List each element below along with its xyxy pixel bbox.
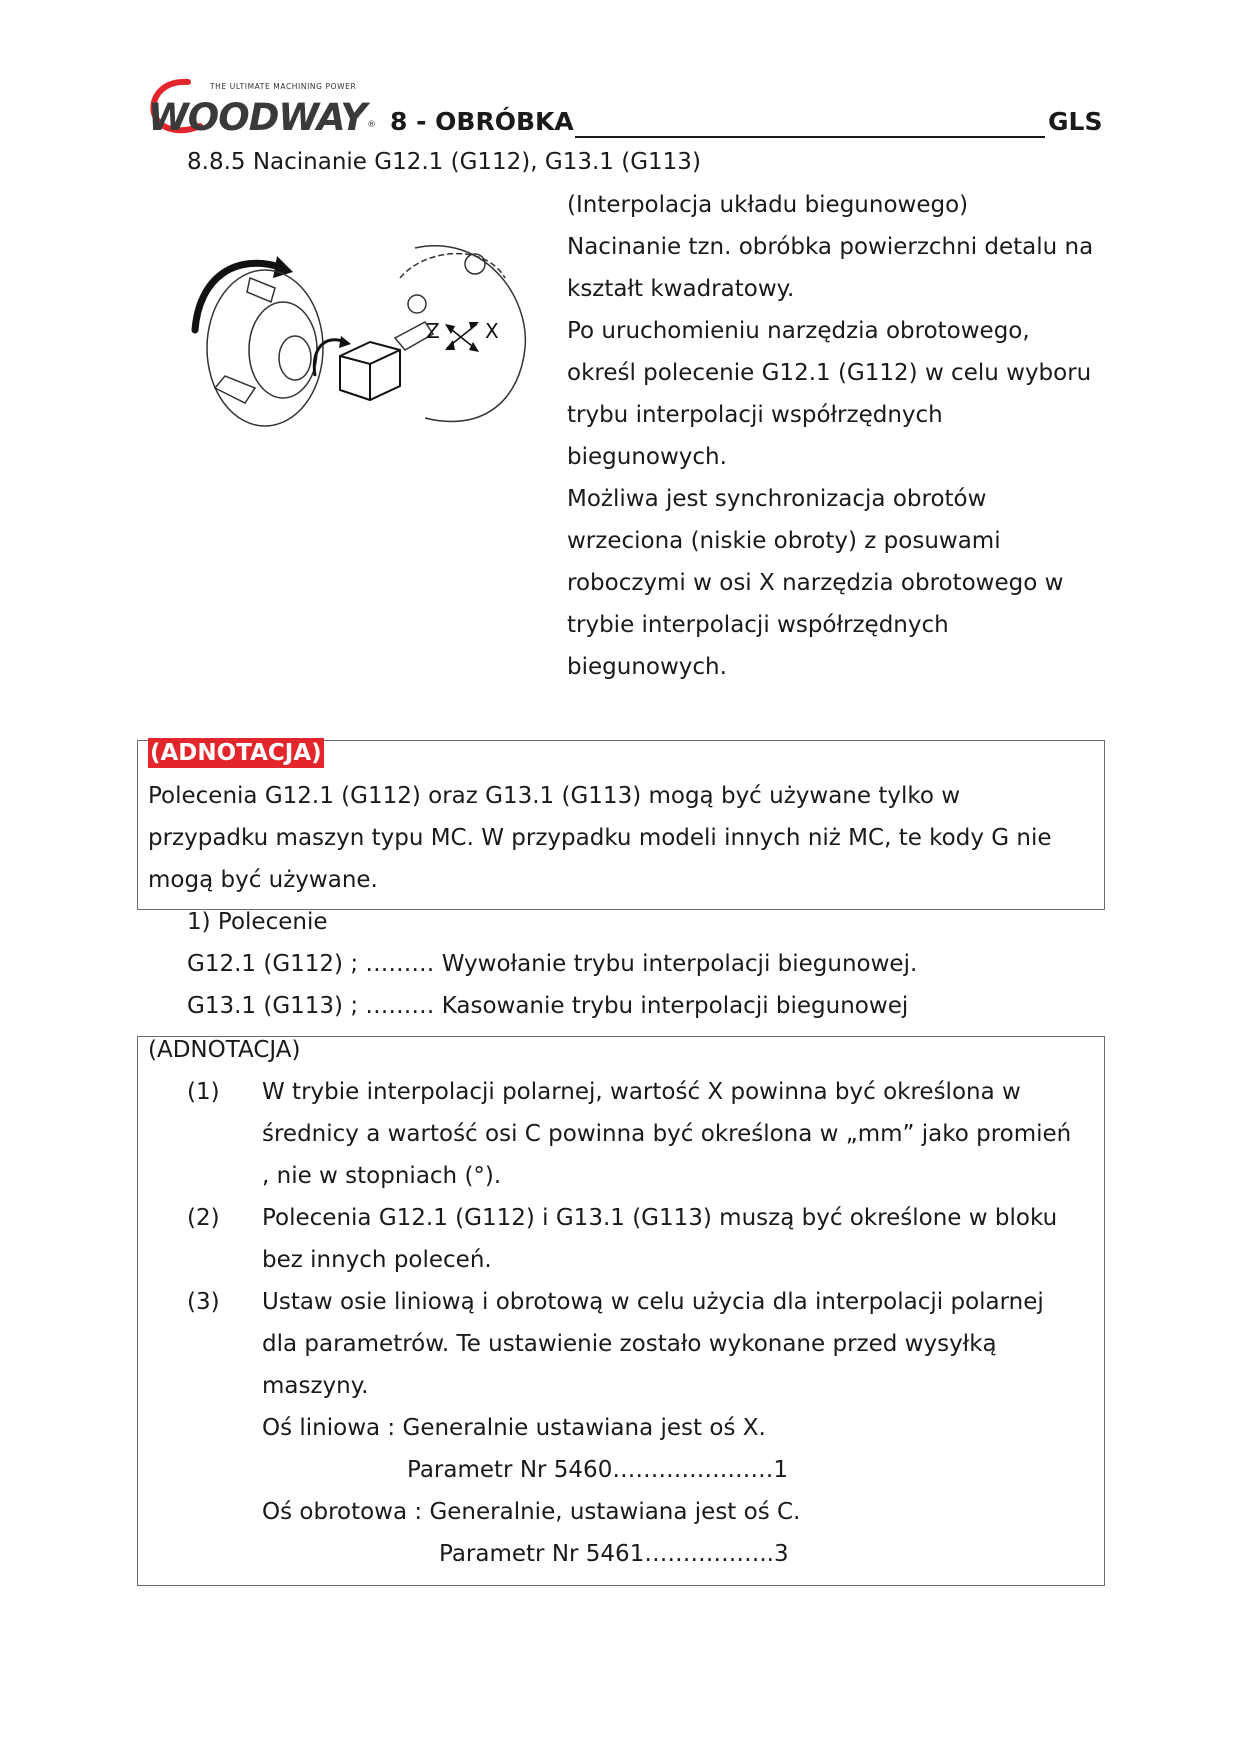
command-line-g12: G12.1 (G112) ; ……… Wywołanie trybu interpolacji biegunowej. xyxy=(187,951,918,977)
intro-line: Nacinanie tzn. obróbka powierzchni detalu na xyxy=(567,234,1094,260)
note-label: (ADNOTACJA) xyxy=(148,1037,301,1063)
rotation-arrow-icon xyxy=(195,263,283,330)
intro-line: określ polecenie G12.1 (G112) w celu wyboru xyxy=(567,360,1092,386)
note-line: Polecenia G12.1 (G112) oraz G13.1 (G113) mogą być używane tylko w xyxy=(148,783,961,809)
intro-line: biegunowych. xyxy=(567,444,727,470)
axis-x-label: X xyxy=(485,319,499,343)
linear-axis-line: Oś liniowa : Generalnie ustawiana jest oś X. xyxy=(262,1415,766,1441)
logo-wordmark: WOODWAY xyxy=(148,96,367,139)
note-item-line: Ustaw osie liniową i obrotową w celu użycia dla interpolacji polarnej xyxy=(262,1289,1044,1315)
note-line: przypadku maszyn typu MC. W przypadku modeli innych niż MC, te kody G nie xyxy=(148,825,1052,851)
header-rule xyxy=(575,136,1045,138)
note-item-number: (1) xyxy=(187,1079,220,1105)
note-item-line: W trybie interpolacji polarnej, wartość X powinna być określona w xyxy=(262,1079,1021,1105)
model-name: GLS xyxy=(1048,107,1103,136)
logo-tagline: THE ULTIMATE MACHINING POWER xyxy=(210,82,357,91)
section-title: 8.8.5 Nacinanie G12.1 (G112), G13.1 (G113) xyxy=(187,149,701,175)
intro-line: (Interpolacja układu biegunowego) xyxy=(567,192,969,218)
intro-line: biegunowych. xyxy=(567,654,727,680)
note-label-highlighted: (ADNOTACJA) xyxy=(150,740,322,766)
intro-line: trybie interpolacji współrzędnych xyxy=(567,612,949,638)
note-item-number: (2) xyxy=(187,1205,220,1231)
polar-interpolation-figure xyxy=(185,238,540,438)
note-item-line: maszyny. xyxy=(262,1373,369,1399)
note-item-line: bez innych poleceń. xyxy=(262,1247,492,1273)
axis-z-label: Z xyxy=(426,319,440,343)
rotary-axis-line: Oś obrotowa : Generalnie, ustawiana jest oś C. xyxy=(262,1499,801,1525)
chapter-title: 8 - OBRÓBKA xyxy=(390,107,574,136)
note-item-number: (3) xyxy=(187,1289,220,1315)
note-item-line: dla parametrów. Te ustawienie zostało wykonane przed wysyłką xyxy=(262,1331,997,1357)
note-line: mogą być używane. xyxy=(148,867,378,893)
command-line-g13: G13.1 (G113) ; ……… Kasowanie trybu interpolacji biegunowej xyxy=(187,993,909,1019)
intro-line: kształt kwadratowy. xyxy=(567,276,795,302)
intro-line: trybu interpolacji współrzędnych xyxy=(567,402,943,428)
command-heading: 1) Polecenie xyxy=(187,909,328,935)
machining-illustration xyxy=(185,238,540,438)
note-item-line: , nie w stopniach (°). xyxy=(262,1163,502,1189)
intro-line: wrzeciona (niskie obroty) z posuwami xyxy=(567,528,1001,554)
intro-line: Możliwa jest synchronizacja obrotów xyxy=(567,486,987,512)
intro-line: roboczymi w osi X narzędzia obrotowego w xyxy=(567,570,1064,596)
linear-param-line: Parametr Nr 5460…………………1 xyxy=(407,1457,788,1483)
rotary-param-line: Parametr Nr 5461……………..3 xyxy=(439,1541,789,1567)
intro-line: Po uruchomieniu narzędzia obrotowego, xyxy=(567,318,1030,344)
note-item-line: Polecenia G12.1 (G112) i G13.1 (G113) muszą być określone w bloku xyxy=(262,1205,1058,1231)
logo-registered-mark: ® xyxy=(367,120,376,130)
note-item-line: średnicy a wartość osi C powinna być określona w „mm” jako promień xyxy=(262,1121,1072,1147)
